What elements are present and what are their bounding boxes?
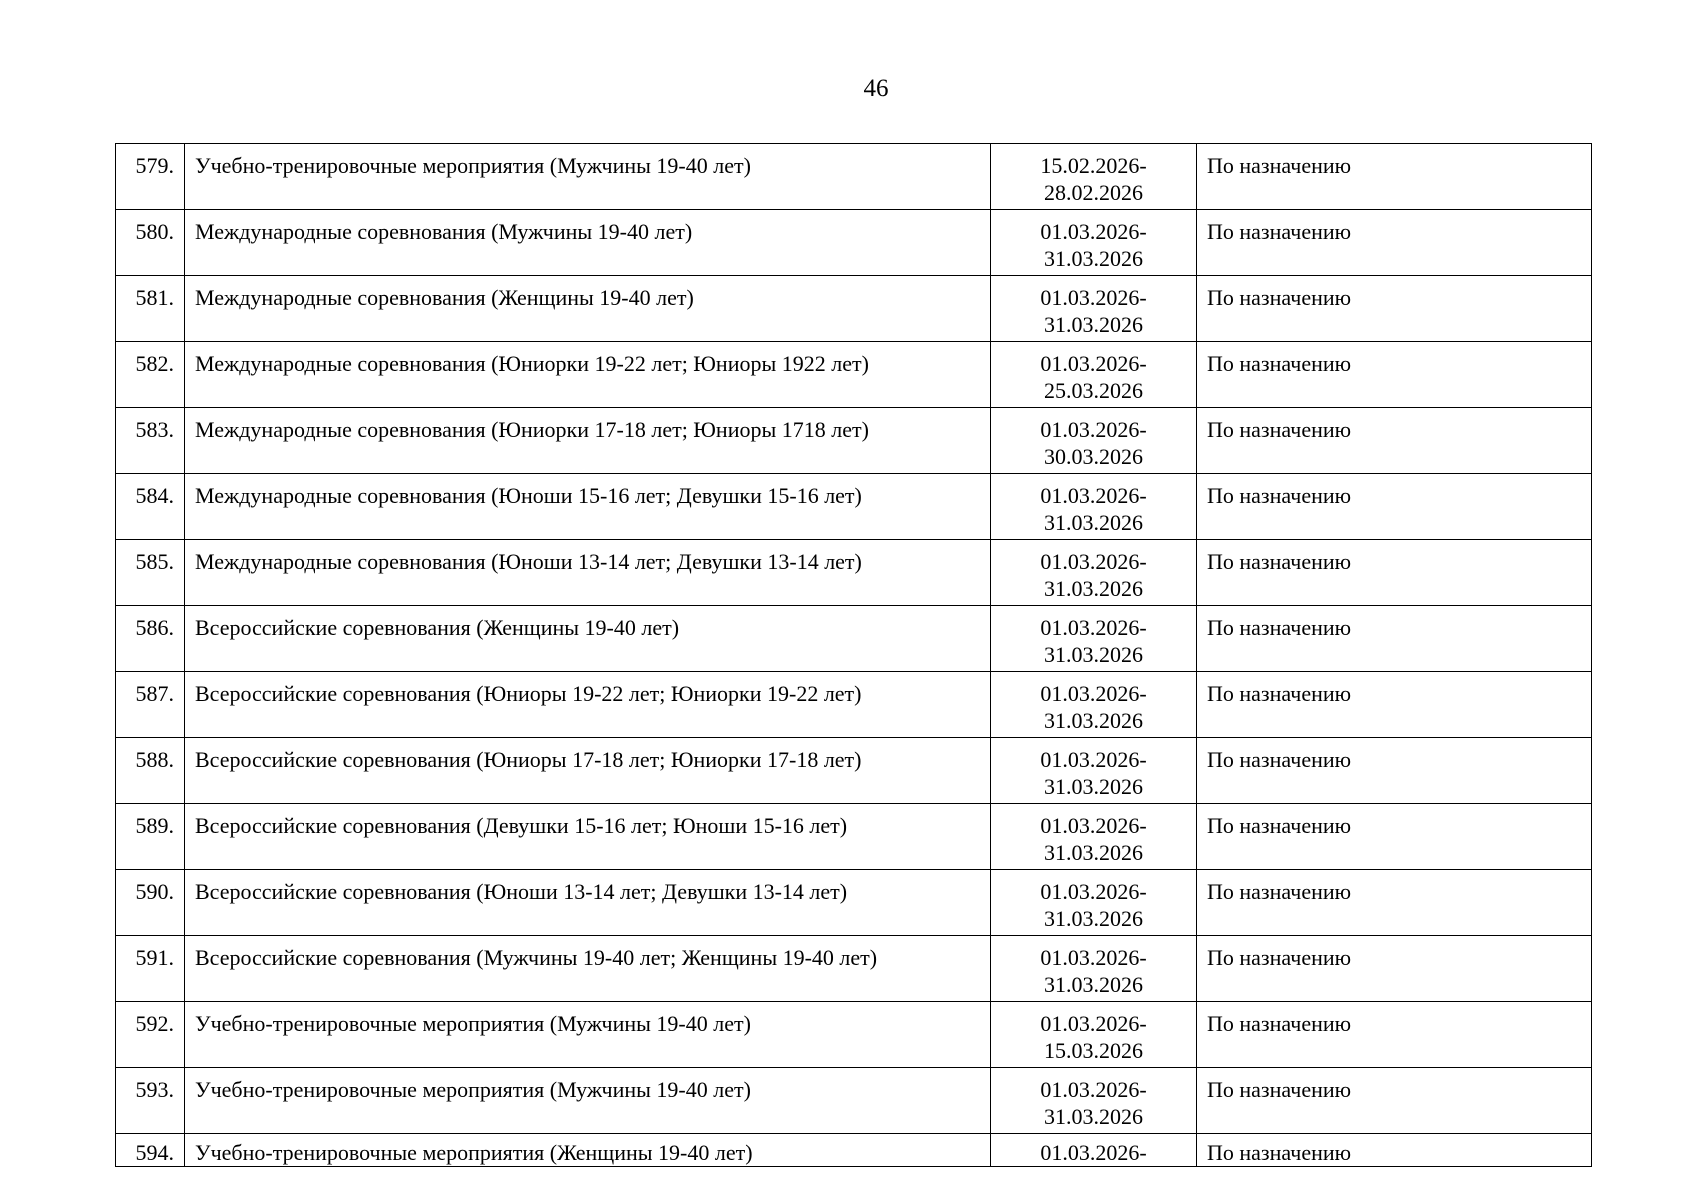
- responsible: По назначению: [1197, 1068, 1592, 1134]
- event-dates: [991, 210, 1197, 276]
- table-row: [116, 276, 1592, 342]
- row-number: 588.: [116, 738, 185, 804]
- date-end: 15.03.2026: [1044, 1038, 1143, 1063]
- event-dates: [991, 408, 1197, 474]
- event-dates: [991, 144, 1197, 210]
- event-name: Всероссийские соревнования (Юниоры 19-22 лет; Юниорки 19-22 лет): [185, 672, 991, 738]
- date-end: 28.02.2026: [1044, 180, 1143, 205]
- date-start: 01.03.2026-: [1040, 945, 1147, 970]
- event-name: Международные соревнования (Юноши 15-16 лет; Девушки 15-16 лет): [185, 474, 991, 540]
- table-row: [116, 672, 1592, 738]
- responsible: По назначению: [1197, 276, 1592, 342]
- responsible: По назначению: [1197, 144, 1592, 210]
- date-start: 01.03.2026-: [1040, 1077, 1147, 1102]
- row-number: 592.: [116, 1002, 185, 1068]
- table-row: [116, 210, 1592, 276]
- event-name: Учебно-тренировочные мероприятия (Мужчины 19-40 лет): [185, 144, 991, 210]
- date-start: 01.03.2026-: [1040, 681, 1147, 706]
- row-number: 583.: [116, 408, 185, 474]
- responsible: По назначению: [1197, 738, 1592, 804]
- responsible: По назначению: [1197, 540, 1592, 606]
- row-number: 586.: [116, 606, 185, 672]
- table-row: [116, 606, 1592, 672]
- event-dates: [991, 804, 1197, 870]
- responsible: По назначению: [1197, 936, 1592, 1002]
- event-name: Всероссийские соревнования (Мужчины 19-40 лет; Женщины 19-40 лет): [185, 936, 991, 1002]
- event-dates: [991, 342, 1197, 408]
- event-dates: [991, 1068, 1197, 1134]
- event-name: Международные соревнования (Женщины 19-40 лет): [185, 276, 991, 342]
- date-end: 31.03.2026: [1044, 774, 1143, 799]
- table-row: [116, 342, 1592, 408]
- event-name: Всероссийские соревнования (Девушки 15-16 лет; Юноши 15-16 лет): [185, 804, 991, 870]
- date-start: 01.03.2026-: [1040, 483, 1147, 508]
- row-number: 584.: [116, 474, 185, 540]
- date-start: 01.03.2026-: [1040, 879, 1147, 904]
- row-number: 582.: [116, 342, 185, 408]
- responsible: По назначению: [1197, 1002, 1592, 1068]
- date-start: 01.03.2026-: [1040, 1011, 1147, 1036]
- event-name: Всероссийские соревнования (Женщины 19-40 лет): [185, 606, 991, 672]
- responsible: По назначению: [1197, 210, 1592, 276]
- date-start: 01.03.2026-: [1040, 549, 1147, 574]
- event-dates: [991, 606, 1197, 672]
- date-end: 31.03.2026: [1044, 642, 1143, 667]
- table-row: [116, 408, 1592, 474]
- responsible: По назначению: [1197, 474, 1592, 540]
- date-start: 01.03.2026-: [1040, 285, 1147, 310]
- table-row: [116, 1134, 1592, 1167]
- table-row: [116, 474, 1592, 540]
- responsible: По назначению: [1197, 672, 1592, 738]
- responsible: По назначению: [1197, 804, 1592, 870]
- date-end: 31.03.2026: [1044, 576, 1143, 601]
- event-dates: [991, 540, 1197, 606]
- date-end: 31.03.2026: [1044, 312, 1143, 337]
- date-end: 31.03.2026: [1044, 906, 1143, 931]
- table-row: [116, 540, 1592, 606]
- date-end: 31.03.2026: [1044, 1104, 1143, 1129]
- responsible: По назначению: [1197, 606, 1592, 672]
- row-number: 591.: [116, 936, 185, 1002]
- event-name: Всероссийские соревнования (Юниоры 17-18 лет; Юниорки 17-18 лет): [185, 738, 991, 804]
- row-number: 580.: [116, 210, 185, 276]
- row-number: 589.: [116, 804, 185, 870]
- event-dates: [991, 738, 1197, 804]
- table-row: [116, 144, 1592, 210]
- event-dates: [991, 1134, 1197, 1167]
- event-name: Учебно-тренировочные мероприятия (Женщины 19-40 лет): [185, 1134, 991, 1167]
- responsible: По назначению: [1197, 408, 1592, 474]
- date-start: 01.03.2026-: [1040, 615, 1147, 640]
- event-name: Международные соревнования (Мужчины 19-40 лет): [185, 210, 991, 276]
- date-end: 31.03.2026: [1044, 708, 1143, 733]
- event-name: Международные соревнования (Юниорки 19-22 лет; Юниоры 1922 лет): [185, 342, 991, 408]
- event-dates: [991, 276, 1197, 342]
- row-number: 579.: [116, 144, 185, 210]
- table-row: [116, 1002, 1592, 1068]
- date-end: 25.03.2026: [1044, 378, 1143, 403]
- date-end: 31.03.2026: [1044, 246, 1143, 271]
- date-start: 01.03.2026-: [1040, 219, 1147, 244]
- responsible: По назначению: [1197, 342, 1592, 408]
- event-dates: [991, 672, 1197, 738]
- row-number: 585.: [116, 540, 185, 606]
- event-dates: [991, 936, 1197, 1002]
- event-name: Учебно-тренировочные мероприятия (Мужчины 19-40 лет): [185, 1002, 991, 1068]
- event-name: Учебно-тренировочные мероприятия (Мужчины 19-40 лет): [185, 1068, 991, 1134]
- date-end: 31.03.2026: [1044, 840, 1143, 865]
- responsible: По назначению: [1197, 1134, 1592, 1167]
- date-end: 30.03.2026: [1044, 444, 1143, 469]
- event-name: Международные соревнования (Юноши 13-14 лет; Девушки 13-14 лет): [185, 540, 991, 606]
- row-number: 594.: [116, 1134, 185, 1167]
- table-row: [116, 804, 1592, 870]
- events-table: [115, 143, 1592, 1167]
- row-number: 581.: [116, 276, 185, 342]
- table-row: [116, 936, 1592, 1002]
- row-number: 590.: [116, 870, 185, 936]
- page-number: 46: [863, 75, 889, 102]
- event-dates: [991, 474, 1197, 540]
- date-start: 01.03.2026-: [1040, 747, 1147, 772]
- table-row: [116, 738, 1592, 804]
- date-start: 01.03.2026-: [1040, 351, 1147, 376]
- event-dates: [991, 870, 1197, 936]
- event-dates: [991, 1002, 1197, 1068]
- date-start: 01.03.2026-: [1040, 813, 1147, 838]
- date-start: 01.03.2026-: [1040, 417, 1147, 442]
- table-row: [116, 870, 1592, 936]
- table-row: [116, 1068, 1592, 1134]
- date-start: 01.03.2026-: [1040, 1140, 1147, 1165]
- date-end: 31.03.2026: [1044, 972, 1143, 997]
- event-name: Международные соревнования (Юниорки 17-18 лет; Юниоры 1718 лет): [185, 408, 991, 474]
- responsible: По назначению: [1197, 870, 1592, 936]
- date-end: 31.03.2026: [1044, 510, 1143, 535]
- event-name: Всероссийские соревнования (Юноши 13-14 лет; Девушки 13-14 лет): [185, 870, 991, 936]
- row-number: 593.: [116, 1068, 185, 1134]
- date-start: 15.02.2026-: [1040, 153, 1147, 178]
- row-number: 587.: [116, 672, 185, 738]
